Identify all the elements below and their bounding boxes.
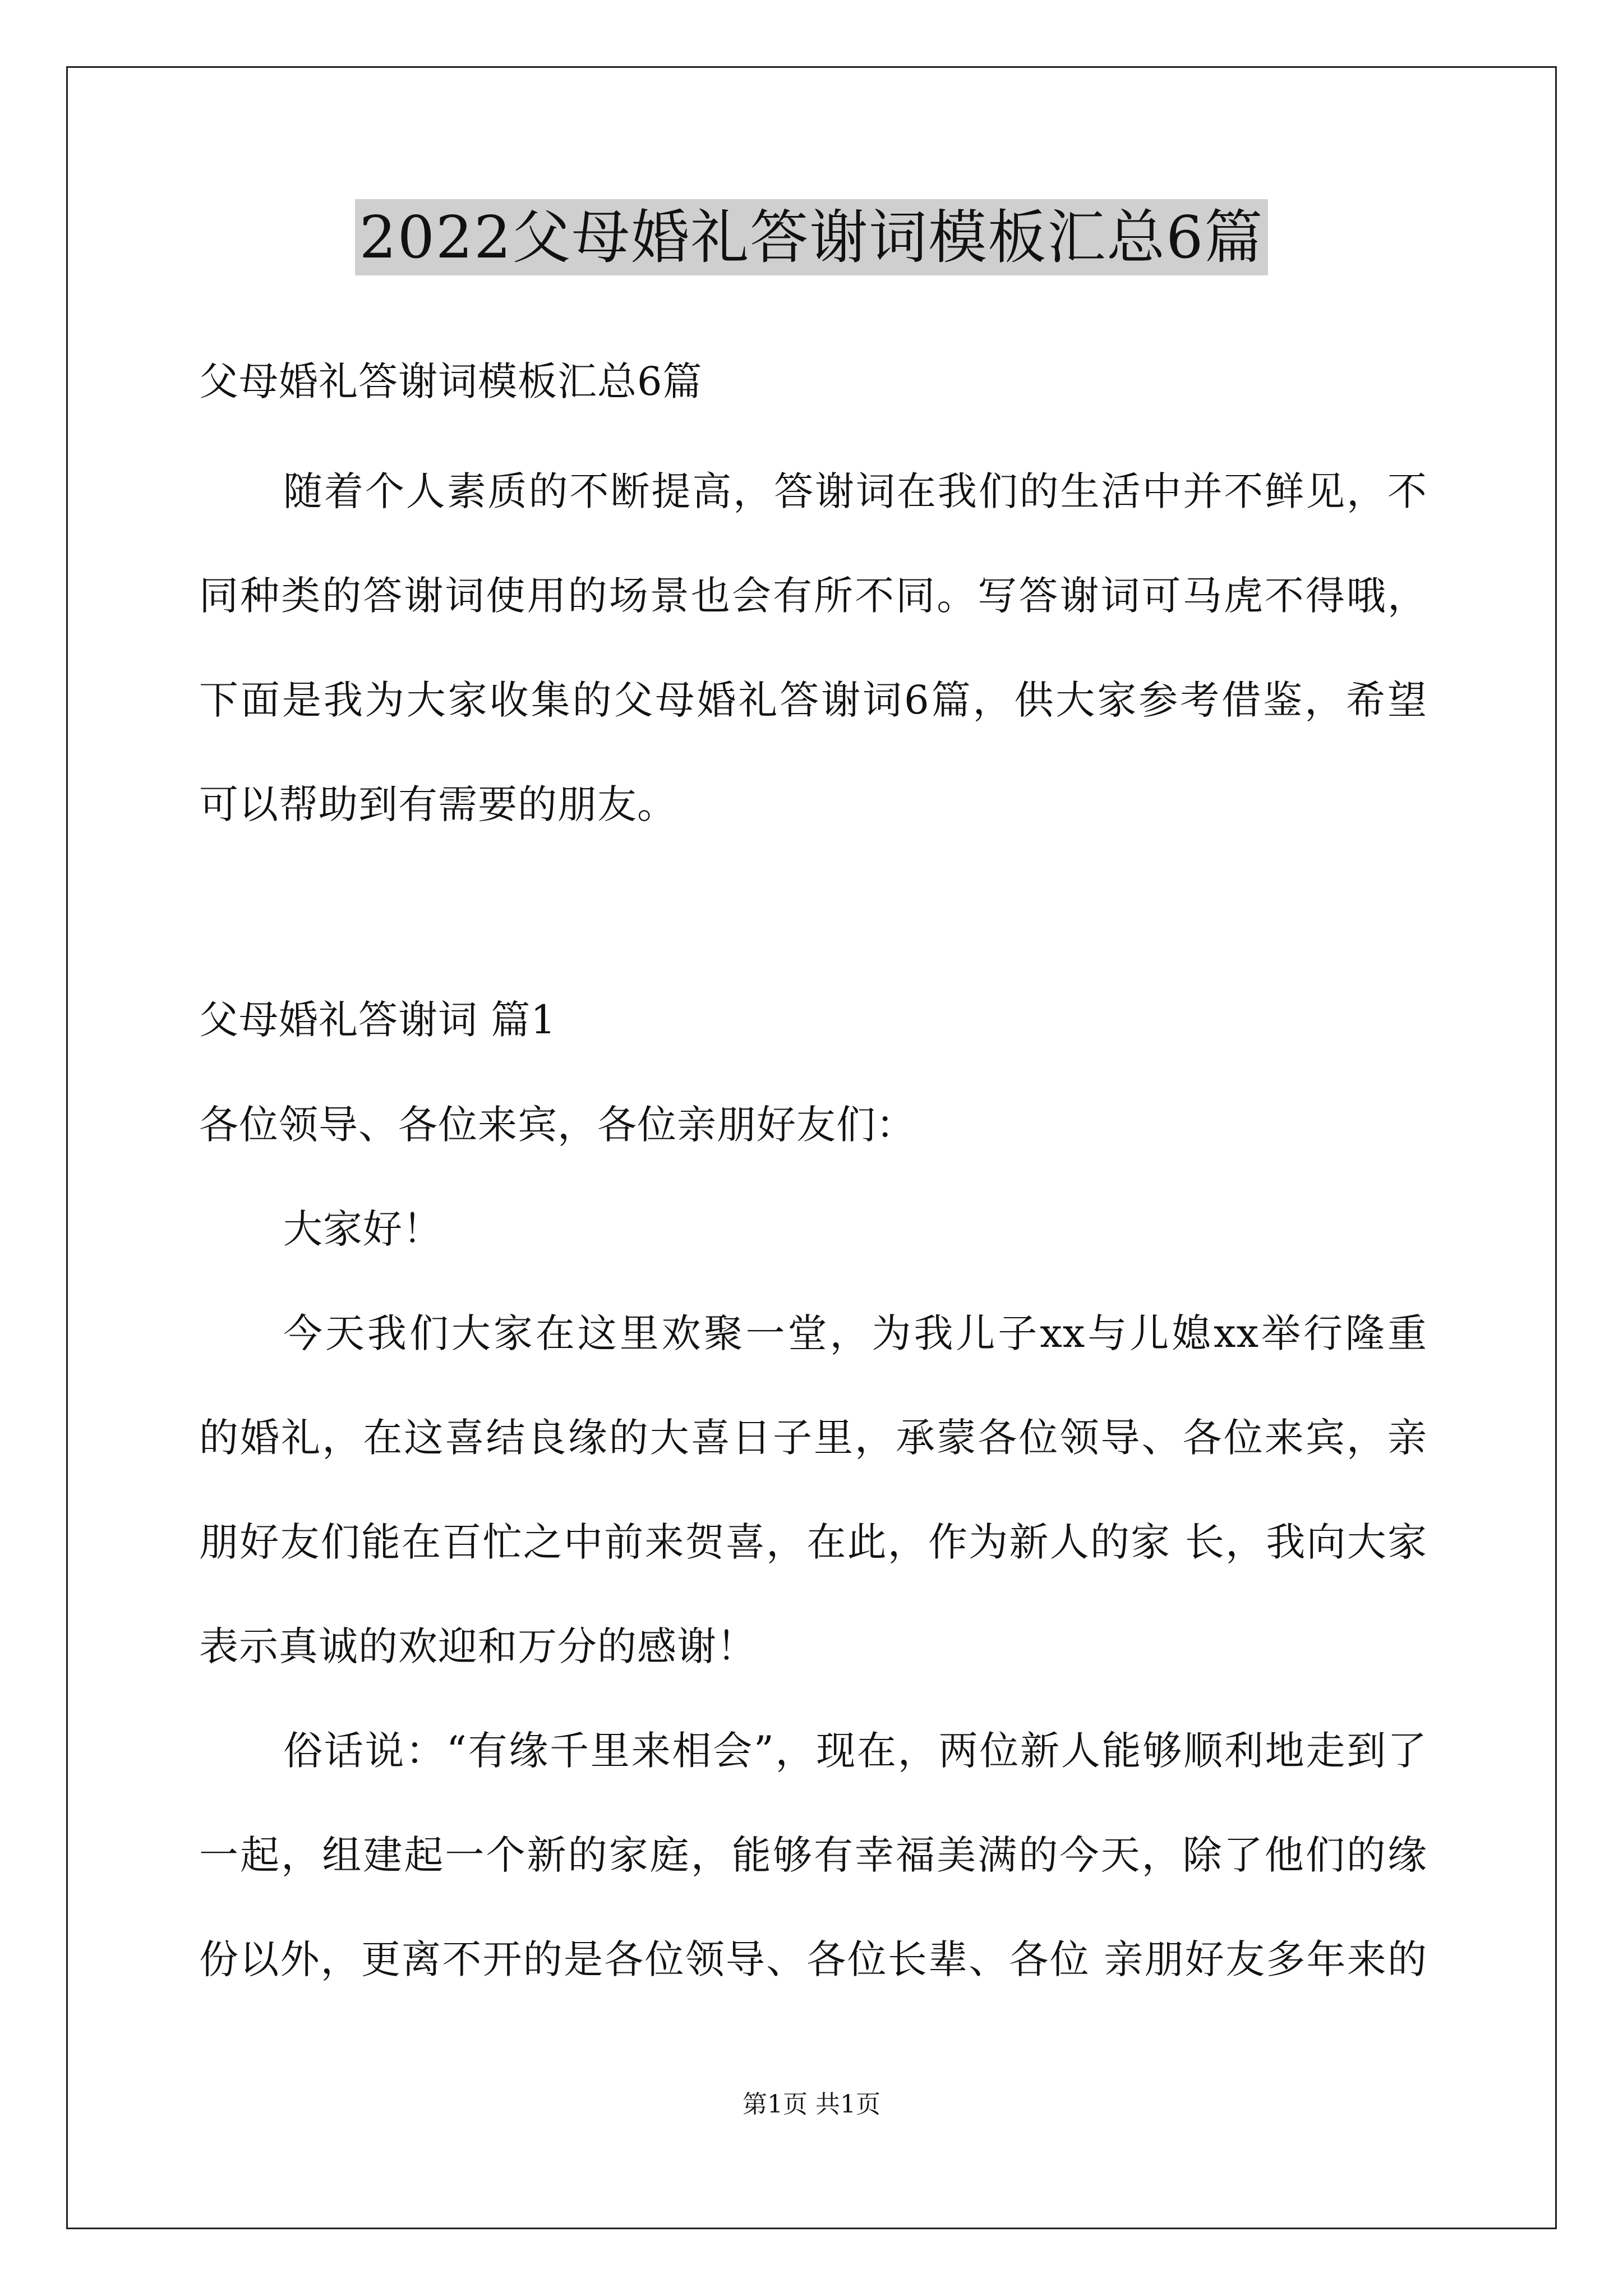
- section-heading: 父母婚礼答谢词 篇1: [199, 997, 556, 1043]
- paragraph-line: 表示真诚的欢迎和万分的感谢！: [199, 1623, 757, 1669]
- paragraph-line: 的婚礼，在这喜结良缘的大喜日子里，承蒙各位领导、各位来宾，亲: [199, 1415, 1427, 1461]
- page-footer: 第1页 共1页: [743, 2090, 880, 2119]
- paragraph-line: 俗话说：“有缘千里来相会”，现在，两位新人能够顺利地走到了: [283, 1728, 1427, 1774]
- title-container: [0, 199, 1623, 275]
- intro-line: 同种类的答谢词使用的场景也会有所不同。写答谢词可马虎不得哦，: [199, 573, 1427, 619]
- salutation: 各位领导、各位来宾，各位亲朋好友们：: [199, 1102, 916, 1148]
- subtitle: 父母婚礼答谢词模板汇总6篇: [199, 358, 703, 404]
- intro-line: 下面是我为大家收集的父母婚礼答谢词6篇，供大家参考借鉴，希望: [199, 677, 1427, 723]
- intro-line: 随着个人素质的不断提高，答谢词在我们的生活中并不鲜见，不: [283, 468, 1427, 514]
- paragraph-line: 今天我们大家在这里欢聚一堂，为我儿子xx与儿媳xx举行隆重: [283, 1310, 1427, 1356]
- intro-line: 可以帮助到有需要的朋友。: [199, 781, 677, 827]
- paragraph-line: 朋好友们能在百忙之中前来贺喜，在此，作为新人的家 长，我向大家: [199, 1519, 1427, 1565]
- paragraph-line: 份以外，更离不开的是各位领导、各位长辈、各位 亲朋好友多年来的: [199, 1936, 1427, 1982]
- paragraph-line: 一起，组建起一个新的家庭，能够有幸福美满的今天，除了他们的缘: [199, 1832, 1427, 1878]
- document-title: 2022父母婚礼答谢词模板汇总6篇: [355, 199, 1269, 275]
- greeting: 大家好！: [283, 1206, 442, 1252]
